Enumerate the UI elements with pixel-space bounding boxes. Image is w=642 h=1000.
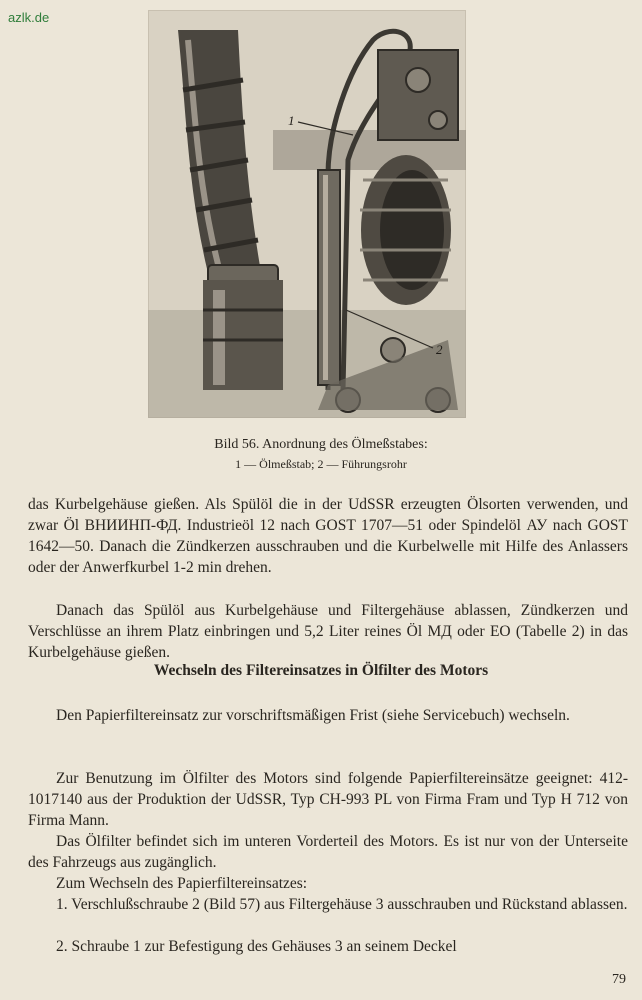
paragraph-4: Zur Benutzung im Ölfilter des Motors sind folgende Papierfiltereinsätze geeignet: 412-1017140 aus der Produktion der UdSSR, Typ CH-993 PL von Firma Fram und Typ H 712 von Firma Mann.: [28, 770, 628, 829]
site-watermark: azlk.de: [8, 10, 50, 25]
list-item-1: 1. Verschlußschraube 2 (Bild 57) aus Filtergehäuse 3 ausschrauben und Rückstand ablassen.: [56, 896, 628, 913]
callout-2: 2: [436, 342, 443, 357]
paragraph-1: das Kurbelgehäuse gießen. Als Spülöl die in der UdSSR erzeugten Ölsorten verwenden, und zwar Öl ВНИИНП-ФД. Industrieöl 12 nach GOST 1707—51 oder Spindelöl АУ nach GOST 1642—50. Danach die Zündkerzen ausschrauben und die Kurbelwelle mit Hilfe des Anlassers oder der Anwerfkurbel 1-2 min drehen.: [28, 496, 628, 576]
figure-caption-legend: 1 — Ölmeßstab; 2 — Führungsrohr: [235, 457, 407, 471]
paragraph-6: Zum Wechseln des Papierfiltereinsatzes:: [56, 875, 308, 892]
section-heading: Wechseln des Filtereinsatzes in Ölfilter des Motors: [153, 662, 489, 679]
callout-1: 1: [288, 113, 295, 128]
list-item-2: 2. Schraube 1 zur Befestigung des Gehäuses 3 an seinem Deckel: [56, 938, 457, 955]
page-number: 79: [612, 972, 626, 987]
paragraph-2: Danach das Spülöl aus Kurbelgehäuse und Filtergehäuse ablassen, Zündkerzen und Verschlüsse an ihrem Platz einbringen und 5,2 Liter reines Öl МД oder EO (Tabelle 2) in das Kurbelgehäuse gießen.: [28, 602, 628, 661]
paragraph-3: Den Papierfiltereinsatz zur vorschriftsmäßigen Frist (siehe Servicebuch) wechseln.: [56, 707, 570, 724]
engine-illustration: [148, 10, 466, 418]
figure-caption-title: Bild 56. Anordnung des Ölmeßstabes:: [214, 437, 428, 452]
paragraph-5: Das Ölfilter befindet sich im unteren Vorderteil des Motors. Es ist nur von der Unterseite des Fahrzeugs aus zugänglich.: [28, 833, 628, 871]
